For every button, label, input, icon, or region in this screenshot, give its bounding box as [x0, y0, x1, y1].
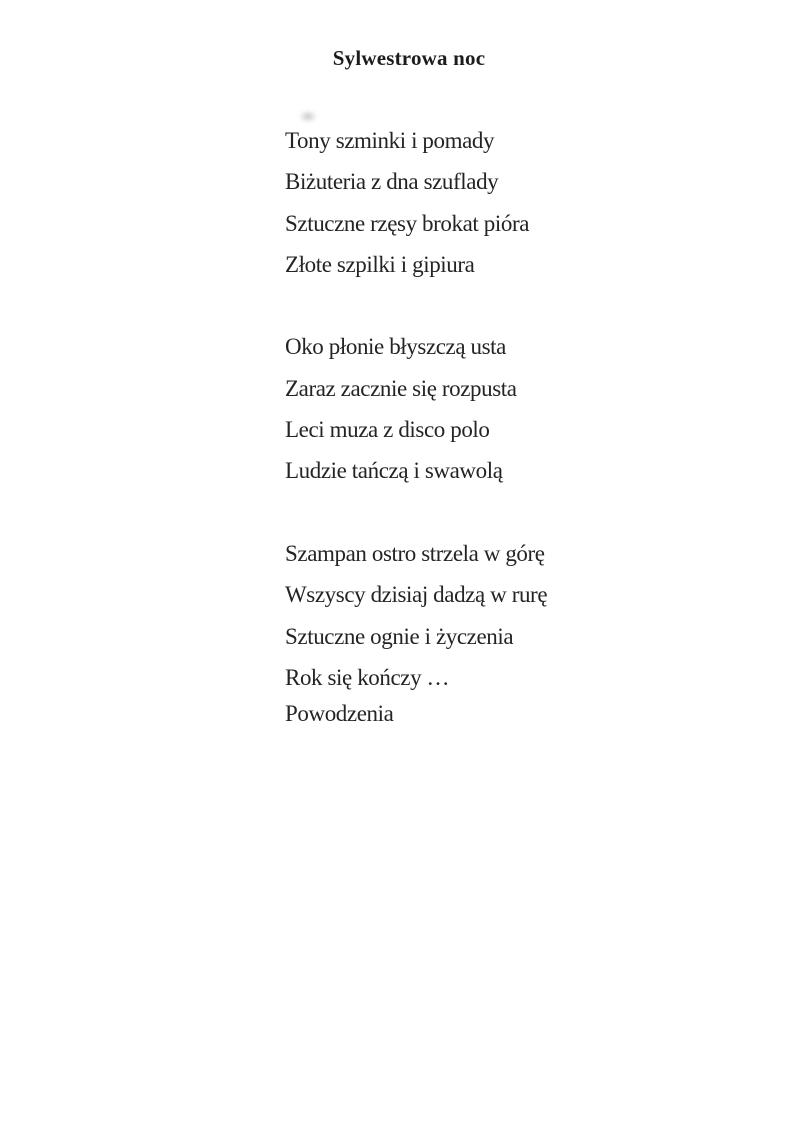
poem-line: Tony szminki i pomady — [285, 128, 495, 153]
poem-line: Sztuczne rzęsy brokat pióra — [285, 210, 530, 236]
poem-line: Sztuczne ognie i życzenia — [285, 623, 514, 649]
poem-line: Biżuteria z dna szuflady — [285, 169, 499, 195]
poem-line: Oko płonie błyszczą usta — [285, 334, 506, 360]
poem-line: Zaraz zacznie się rozpusta — [285, 375, 517, 401]
page-title: Sylwestrowa noc — [332, 46, 486, 70]
poem-body — [285, 120, 800, 730]
poem-line: Powodzenia — [285, 701, 394, 727]
poem-stanza — [285, 120, 800, 285]
poem-stanza — [285, 533, 800, 730]
poem-line: Ludzie tańczą i swawolą — [285, 458, 503, 484]
poem-line: Leci muza z disco polo — [285, 417, 490, 443]
poem-line: Szampan ostro strzela w górę — [285, 540, 545, 566]
poem-line: Wszyscy dzisiaj dadzą w rurę — [285, 582, 548, 608]
poem-line: Rok się kończy … — [285, 664, 450, 690]
poem-line: Złote szpilki i gipiura — [285, 251, 475, 277]
poem-stanza — [285, 326, 800, 491]
